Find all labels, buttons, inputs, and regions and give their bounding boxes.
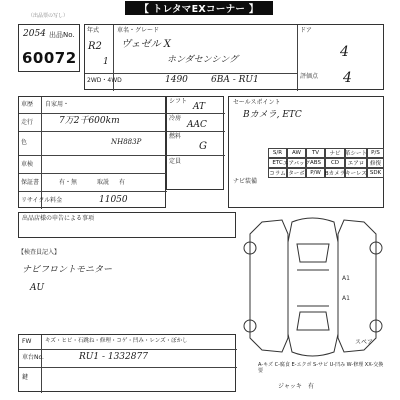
car-right-side bbox=[338, 220, 376, 352]
handwritten-note-2: AU bbox=[30, 283, 45, 293]
lot-code: 2054 bbox=[23, 29, 46, 39]
score-value: 4 bbox=[343, 70, 352, 86]
year-label: 年式 bbox=[87, 27, 100, 34]
lot-box bbox=[18, 24, 80, 72]
car-rear-window bbox=[297, 312, 329, 330]
key-label: 鍵 bbox=[22, 374, 29, 381]
type-code: 6BA - RU1 bbox=[211, 75, 259, 85]
recycle-label: リサイクル料金 bbox=[21, 197, 63, 204]
shift-label: シフト bbox=[169, 98, 188, 105]
car-windshield bbox=[297, 244, 329, 262]
equip-tv: TV bbox=[306, 148, 325, 158]
equip-airbag: エアバッグ bbox=[287, 158, 306, 168]
equip-repair: 修復 bbox=[367, 158, 384, 168]
equip-abs: ABS bbox=[306, 158, 325, 168]
score-label: 評価点 bbox=[300, 73, 319, 80]
equip-aero: エアロ bbox=[345, 158, 367, 168]
damage-mark-a1-2: A1 bbox=[342, 295, 350, 302]
equip-leather: 革シート bbox=[345, 148, 367, 158]
history-label: 車歴 bbox=[21, 101, 34, 108]
door-value: 4 bbox=[340, 44, 349, 60]
drive-label: 2WD・4WD bbox=[87, 77, 122, 84]
recycle-value: 11050 bbox=[99, 195, 128, 205]
options-value: Bカメラ, ETC bbox=[243, 110, 302, 120]
warranty-value: 有・無 bbox=[59, 179, 78, 186]
chassis-value: RU1 - 1332877 bbox=[79, 352, 148, 362]
equip-bcamera: Bカメラ bbox=[325, 168, 345, 178]
year-value: R2 bbox=[88, 41, 102, 52]
equip-keyless: キーレス bbox=[345, 168, 367, 178]
history-value: 自家用・ bbox=[45, 101, 70, 108]
drivetrain-box bbox=[166, 96, 224, 190]
damage-mark-a1: A1 bbox=[342, 275, 350, 282]
fw-value: キズ・ヒビ・石跳ね・修理・コゲ・凹み・レンズ・ぼかし bbox=[45, 338, 188, 344]
shift-value: AT bbox=[193, 102, 206, 112]
name-label: 車名・グレード bbox=[117, 27, 160, 34]
fuel-value: G bbox=[199, 141, 207, 152]
chassis-label: 車台No. bbox=[22, 354, 44, 361]
jack-value: 有 bbox=[308, 383, 315, 390]
footer-box bbox=[18, 334, 236, 392]
options-label: セールスポイント bbox=[233, 99, 281, 106]
spare-label: スペア bbox=[355, 339, 374, 346]
color-codes: NH883P bbox=[111, 138, 142, 146]
inspection-label: 車検 bbox=[21, 161, 34, 168]
equip-ps: P/S bbox=[367, 148, 384, 158]
equip-navi: ナビ bbox=[325, 148, 345, 158]
fuel-label: 燃料 bbox=[169, 133, 182, 140]
equip-cd: CD bbox=[325, 158, 345, 168]
manual-value: 有 bbox=[119, 179, 126, 186]
equipment-grid bbox=[268, 148, 384, 178]
handwritten-note-1: ナビフロントモニター bbox=[22, 265, 113, 275]
displacement: 1490 bbox=[165, 75, 188, 85]
car-name: ヴェゼル X bbox=[121, 39, 171, 50]
car-top-view bbox=[288, 218, 338, 356]
manual-label: 取説 bbox=[97, 179, 110, 186]
year-month: 1 bbox=[103, 57, 109, 67]
equip-column: コラム bbox=[268, 168, 287, 178]
door-label: ドア bbox=[300, 27, 312, 34]
equip-sr: S/R bbox=[268, 148, 287, 158]
jack-label: ジャッキ bbox=[278, 383, 302, 390]
seller-note-box bbox=[18, 212, 236, 238]
seller-label: 出品店様の申告による事項 bbox=[22, 215, 95, 222]
lot-label: 出品No. bbox=[49, 31, 75, 39]
equip-sdk: SDK bbox=[367, 168, 384, 178]
equip-turbo: ターボ bbox=[287, 168, 306, 178]
car-grade: ホンダセンシング bbox=[167, 55, 239, 65]
specs-box bbox=[18, 96, 166, 208]
car-diagram bbox=[242, 212, 384, 360]
fw-label: FW bbox=[22, 338, 32, 345]
mileage-value: 7万2千600km bbox=[59, 116, 120, 126]
ac-label: 冷房 bbox=[169, 115, 182, 122]
car-left-side bbox=[250, 220, 288, 352]
damage-legend: A-キズ C-腐食 E-エクボ S-サビ U-凹み W-修理 XX-交換要 bbox=[258, 362, 384, 374]
nav-label: ナビ装備 bbox=[233, 178, 258, 185]
lot-number: 60072 bbox=[22, 49, 77, 67]
header-note: （出品票の写し） bbox=[28, 13, 69, 19]
capacity-label: 定員 bbox=[169, 158, 182, 165]
warranty-label: 保証書 bbox=[21, 179, 40, 186]
mileage-label: 走行 bbox=[21, 119, 34, 126]
equip-pw: P/W bbox=[306, 168, 325, 178]
color-label: 色 bbox=[21, 139, 28, 146]
header-banner: 【 トレタマEXコーナー 】 bbox=[125, 1, 273, 15]
equip-etc: ETC bbox=[268, 158, 287, 168]
vehicle-box bbox=[84, 24, 384, 90]
equip-aw: AW bbox=[287, 148, 306, 158]
ac-value: AAC bbox=[187, 120, 207, 130]
report-label: 【検査員記入】 bbox=[18, 249, 61, 256]
